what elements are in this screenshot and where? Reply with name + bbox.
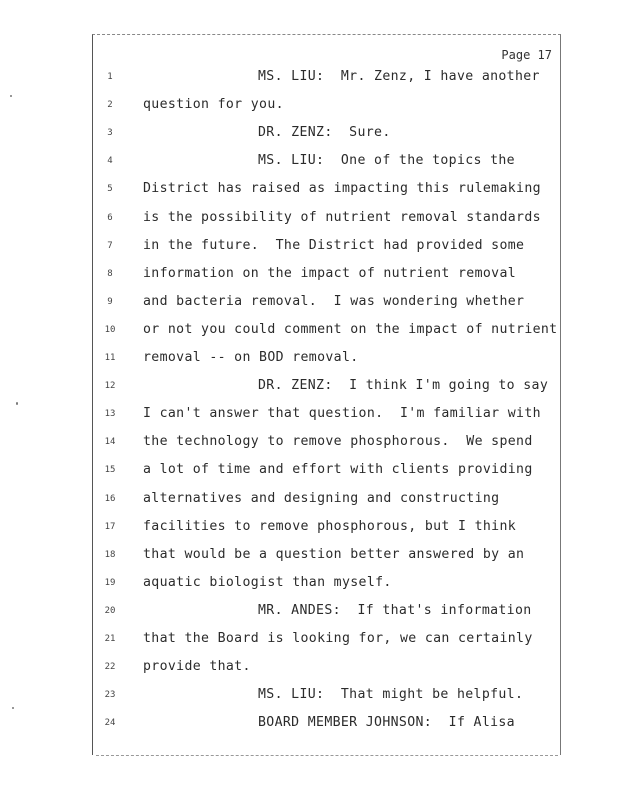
line-number: 11 xyxy=(104,353,116,363)
line-text: BOARD MEMBER JOHNSON: If Alisa xyxy=(258,715,515,731)
line-text: is the possibility of nutrient removal standards xyxy=(143,209,541,225)
line-text: and bacteria removal. I was wondering whether xyxy=(143,293,525,309)
line-number: 2 xyxy=(107,100,113,111)
transcript-line xyxy=(0,153,618,173)
transcript-line xyxy=(0,238,618,258)
transcript-line xyxy=(0,715,618,735)
line-number: 10 xyxy=(104,324,116,335)
transcript-line xyxy=(0,294,618,314)
transcript-line xyxy=(0,322,618,342)
line-text: DR. ZENZ: I think I'm going to say xyxy=(258,378,549,394)
line-number: 13 xyxy=(104,409,116,420)
line-text: a lot of time and effort with clients providing xyxy=(143,462,533,478)
line-number: 1 xyxy=(107,72,113,82)
transcript-line xyxy=(0,181,618,201)
line-number: 15 xyxy=(104,465,116,476)
transcript-line xyxy=(0,519,618,539)
transcript-line xyxy=(0,125,618,145)
line-number: 6 xyxy=(107,212,113,223)
transcript-line xyxy=(0,434,618,454)
line-number: 7 xyxy=(107,240,113,251)
line-text: information on the impact of nutrient removal xyxy=(143,265,517,281)
line-text: provide that. xyxy=(143,659,251,675)
line-text: question for you. xyxy=(143,97,284,113)
line-text: MS. LIU: That might be helpful. xyxy=(258,687,524,703)
line-text: DR. ZENZ: Sure. xyxy=(258,125,391,141)
scan-speck xyxy=(16,402,18,405)
transcript-line xyxy=(0,631,618,651)
transcript-line xyxy=(0,69,618,89)
line-text: MS. LIU: Mr. Zenz, I have another xyxy=(258,69,540,84)
line-text: aquatic biologist than myself. xyxy=(143,574,392,590)
line-number: 8 xyxy=(107,268,113,279)
line-text: District has raised as impacting this rulemaking xyxy=(143,181,541,197)
transcript-line xyxy=(0,575,618,595)
transcript-line xyxy=(0,687,618,707)
line-number: 20 xyxy=(104,605,116,616)
transcript-line xyxy=(0,97,618,117)
line-number: 23 xyxy=(104,690,116,701)
transcript-line xyxy=(0,378,618,398)
transcript-line xyxy=(0,210,618,230)
line-number: 12 xyxy=(104,381,116,392)
line-text: alternatives and designing and constructing xyxy=(143,490,500,506)
line-number: 17 xyxy=(104,521,116,532)
line-text: removal -- on BOD removal. xyxy=(143,350,359,365)
line-number: 14 xyxy=(104,437,116,448)
scan-speck xyxy=(10,95,12,97)
transcript-line xyxy=(0,350,618,370)
transcript-line xyxy=(0,406,618,426)
line-text: MR. ANDES: If that's information xyxy=(258,602,532,618)
line-number: 21 xyxy=(104,634,116,644)
line-number: 19 xyxy=(104,577,116,588)
line-text: MS. LIU: One of the topics the xyxy=(258,153,515,169)
line-number: 16 xyxy=(104,493,116,504)
bottom-rule xyxy=(96,755,558,756)
line-number: 5 xyxy=(107,184,113,195)
transcript-line xyxy=(0,547,618,567)
line-text: facilities to remove phosphorous, but I think xyxy=(143,518,517,534)
transcript-line xyxy=(0,603,618,623)
scan-speck xyxy=(12,707,14,709)
line-text: the technology to remove phosphorous. We spend xyxy=(143,434,533,450)
line-number: 4 xyxy=(107,156,113,167)
page-number: Page 17 xyxy=(501,48,552,62)
line-text: or not you could comment on the impact of nutrient xyxy=(143,321,558,337)
transcript-line xyxy=(0,491,618,511)
line-number: 18 xyxy=(104,549,116,560)
line-number: 9 xyxy=(107,296,113,307)
line-number: 24 xyxy=(104,718,116,729)
line-text: that the Board is looking for, we can certainly xyxy=(143,631,533,646)
transcript-line xyxy=(0,659,618,679)
line-text: I can't answer that question. I'm familiar with xyxy=(143,406,541,422)
line-number: 3 xyxy=(107,128,113,139)
line-text: that would be a question better answered by an xyxy=(143,546,525,562)
line-number: 22 xyxy=(104,662,116,673)
transcript-line xyxy=(0,266,618,286)
transcript-line xyxy=(0,462,618,482)
line-text: in the future. The District had provided some xyxy=(143,237,525,253)
